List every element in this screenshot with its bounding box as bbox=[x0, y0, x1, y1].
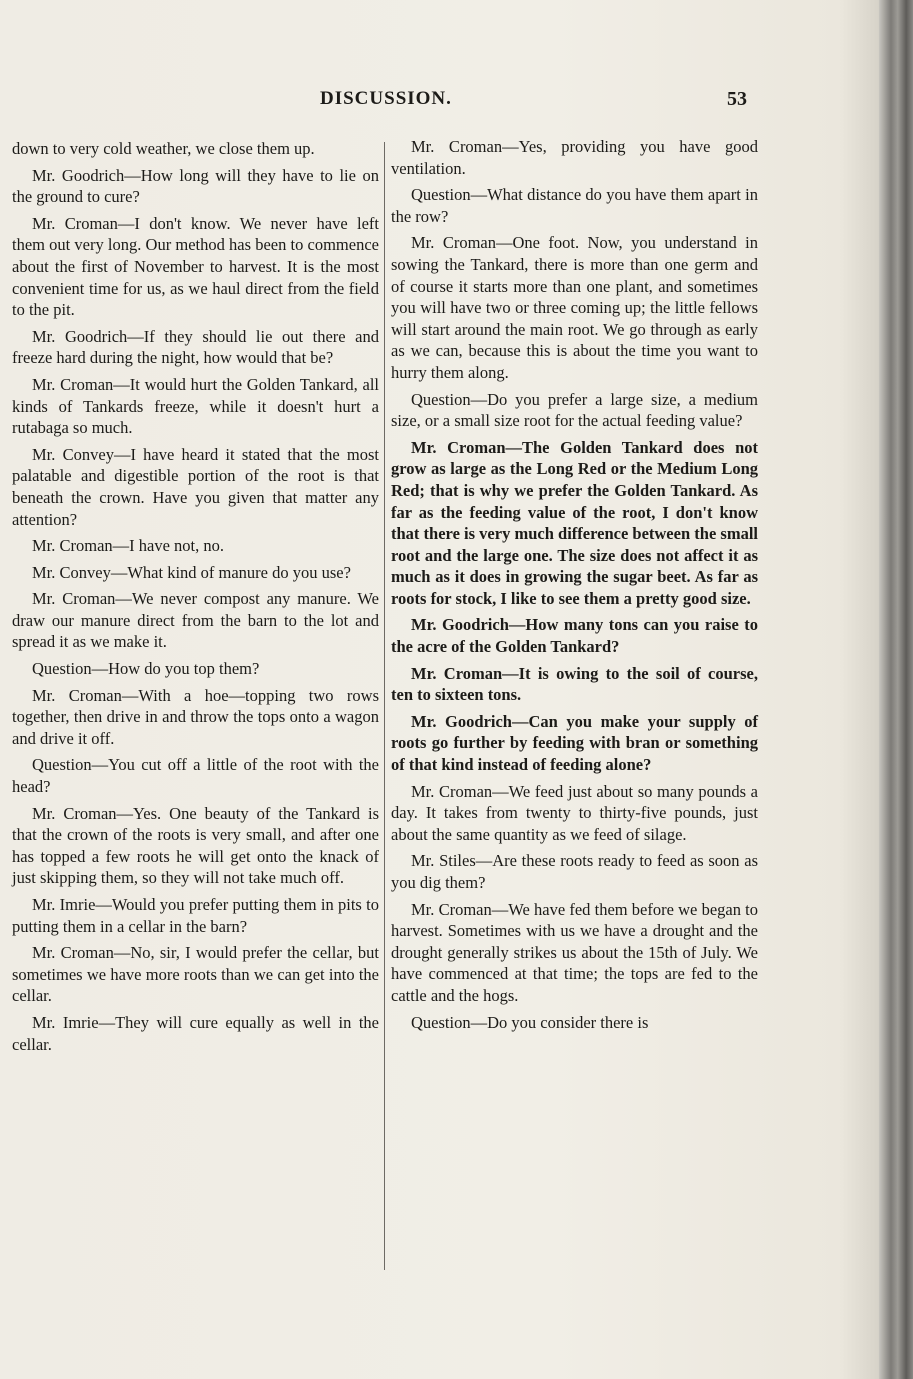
paragraph: Mr. Croman—I don't know. We never have left them out very long. Our method has been to commence about the first of November to harvest. It is the most convenient time for us, as we haul direct from the field to the pit. bbox=[12, 213, 379, 320]
column-divider bbox=[384, 142, 385, 1270]
paragraph: Mr. Goodrich—If they should lie out there and freeze hard during the night, how would that be? bbox=[12, 326, 379, 368]
running-head-title: DISCUSSION. bbox=[320, 88, 452, 109]
paragraph: Mr. Goodrich—Can you make your supply of roots go further by feeding with bran or something of that kind instead of feeding alone? bbox=[391, 711, 758, 775]
paragraph: Question—Do you prefer a large size, a medium size, or a small size root for the actual feeding value? bbox=[391, 389, 758, 431]
paragraph: Mr. Imrie—Would you prefer putting them in pits to putting them in a cellar in the barn? bbox=[12, 895, 379, 936]
paragraph: Mr. Goodrich—How long will they have to lie on the ground to cure? bbox=[12, 165, 379, 207]
right-column bbox=[391, 136, 758, 1038]
paragraph: Mr. Convey—What kind of manure do you use? bbox=[32, 562, 351, 582]
paragraph: Mr. Croman—We have fed them before we began to harvest. Sometimes with us we have a drought and the drought generally strikes us about the 15th of July. We have commenced at that time; the tops are fed to the cattle and the hogs. bbox=[391, 899, 758, 1005]
paragraph: Question—How do you top them? bbox=[32, 659, 260, 679]
paragraph: Question—You cut off a little of the root with the head? bbox=[12, 755, 379, 797]
paragraph: Mr. Croman—We never compost any manure. We draw our manure direct from the barn to the lot and spread it as we make it. bbox=[12, 589, 379, 652]
paragraph: Mr. Croman—Yes, providing you have good ventilation. bbox=[391, 137, 758, 178]
left-column bbox=[12, 138, 379, 1060]
paragraph: Mr. Croman—It would hurt the Golden Tankard, all kinds of Tankards freeze, while it doesn't hurt a rutabaga so much. bbox=[12, 374, 379, 438]
book-binding-edge bbox=[879, 0, 913, 1379]
paragraph: Question—Do you consider there is bbox=[411, 1012, 649, 1032]
paragraph: Mr. Croman—We feed just about so many pounds a day. It takes from twenty to thirty-five pounds, just about the same quantity as we feed of silage. bbox=[391, 781, 758, 844]
paragraph: Mr. Croman—The Golden Tankard does not grow as large as the Long Red or the Medium Long Red; that is why we prefer the Golden Tankard. As far as the feeding value of the root, I don't know that there is very much difference between the small root and the large one. The size does not affect it as much as it does in growing the sugar beet. As far as roots for stock, I like to see them a pretty good size. bbox=[391, 437, 758, 608]
page-number: 53 bbox=[727, 88, 747, 110]
paragraph: Mr. Croman—One foot. Now, you understand in sowing the Tankard, there is more than one germ and of course it starts more than one plant, and sometimes you will have two or three coming up; the little fellows will start around the main root. We go through as early as we can, because this is about the time you want to hurry them along. bbox=[391, 233, 758, 382]
running-header bbox=[0, 88, 880, 112]
paragraph: Mr. Croman—It is owing to the soil of course, ten to sixteen tons. bbox=[391, 663, 758, 705]
paragraph: Mr. Stiles—Are these roots ready to feed as soon as you dig them? bbox=[391, 851, 758, 892]
paragraph: Mr. Croman—With a hoe—topping two rows together, then drive in and throw the tops onto a wagon and drive it off. bbox=[12, 685, 379, 748]
paragraph: Mr. Croman—Yes. One beauty of the Tankard is that the crown of the roots is very small, and after one has topped a few roots he will get onto the knack of just skipping them, so they will not take much off. bbox=[12, 803, 379, 888]
paragraph: Mr. Croman—I have not, no. bbox=[32, 536, 225, 556]
paragraph: down to very cold weather, we close them up. bbox=[12, 139, 315, 158]
paragraph: Mr. Convey—I have heard it stated that the most palatable and digestible portion of the root is that beneath the crown. Have you given that matter any attention? bbox=[12, 444, 379, 529]
paragraph: Mr. Croman—No, sir, I would prefer the cellar, but sometimes we have more roots than we can get into the cellar. bbox=[12, 943, 379, 1006]
paragraph: Mr. Goodrich—How many tons can you raise to the acre of the Golden Tankard? bbox=[391, 615, 758, 657]
paragraph: Mr. Imrie—They will cure equally as well in the cellar. bbox=[12, 1012, 379, 1054]
paragraph: Question—What distance do you have them apart in the row? bbox=[391, 185, 758, 226]
